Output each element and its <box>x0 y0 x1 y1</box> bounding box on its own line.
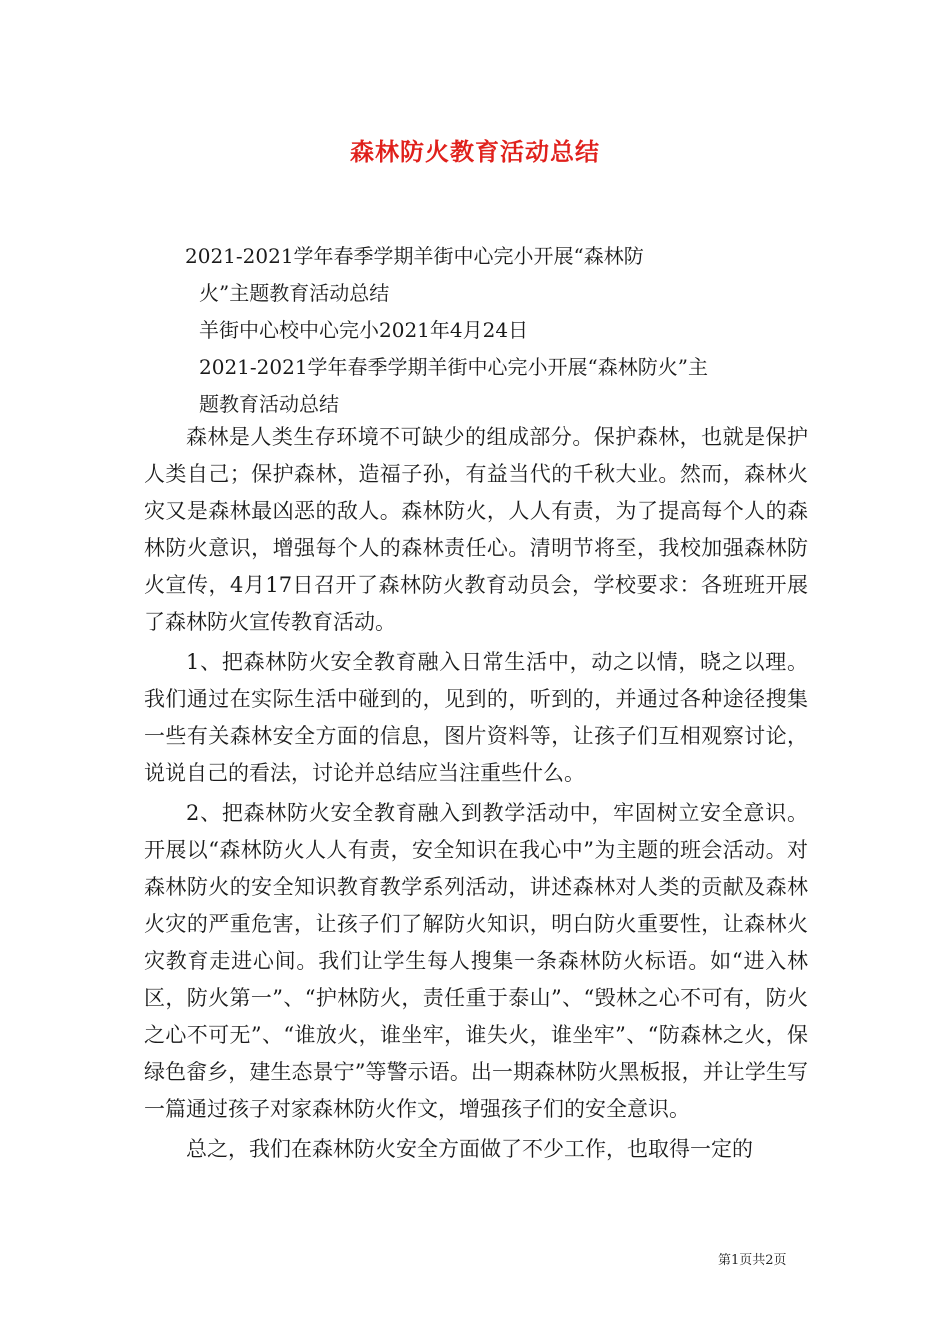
paragraph-intro: 森林是人类生存环境不可缺少的组成部分。保护森林，也就是保护人类自己；保护森林，造福子孙，有益当代的千秋大业。然而，森林火灾又是森林最凶恶的敌人。森林防火，人人有责，为了提高每个人的森林防火意识，增强每个人的森林责任心。清明节将至，我校加强森林防火宣传，4月17日召开了森林防火教育动员会，学校要求：各班班开展了森林防火宣传教育活动。 <box>144 425 808 634</box>
header-block <box>185 238 825 423</box>
paragraph-point-1: 1、把森林防火安全教育融入日常生活中，动之以情，晓之以理。我们通过在实际生活中碰到的，见到的，听到的，并通过各种途径搜集一些有关森林安全方面的信息，图片资料等，让孩子们互相观察讨论，说说自己的看法，讨论并总结应当注重些什么。 <box>144 650 808 785</box>
header-line: 2021-2021学年春季学期羊街中心完小开展“森林防 <box>185 244 644 268</box>
body-text <box>144 419 808 1168</box>
paragraph-point-2: 2、把森林防火安全教育融入到教学活动中，牢固树立安全意识。开展以“森林防火人人有责，安全知识在我心中”为主题的班会活动。对森林防火的安全知识教育教学系列活动，讲述森林对人类的贡献及森林火灾的严重危害，让孩子们了解防火知识，明白防火重要性，让森林火灾教育走进心间。我们让学生每人搜集一条森林防火标语。如“进入林区，防火第一”、“护林防火，责任重于泰山”、“毁林之心不可有，防火之心不可无”、“谁放火，谁坐牢，谁失火，谁坐牢”、“防森林之火，保绿色畲乡，建生态景宁”等警示语。出一期森林防火黑板报，并让学生写一篇通过孩子对家森林防火作文，增强孩子们的安全意识。 <box>144 801 808 1121</box>
page-number: 第1页共2页 <box>718 1253 787 1268</box>
header-line: 2021-2021学年春季学期羊街中心完小开展“森林防火”主 <box>199 355 709 379</box>
header-line: 火”主题教育活动总结 <box>199 281 390 305</box>
paragraph-summary: 总之，我们在森林防火安全方面做了不少工作，也取得一定的 <box>186 1137 753 1161</box>
header-line: 羊街中心校中心完小2021年4月24日 <box>199 318 529 342</box>
document-title: 森林防火教育活动总结 <box>350 137 600 166</box>
header-line: 题教育活动总结 <box>199 392 339 416</box>
